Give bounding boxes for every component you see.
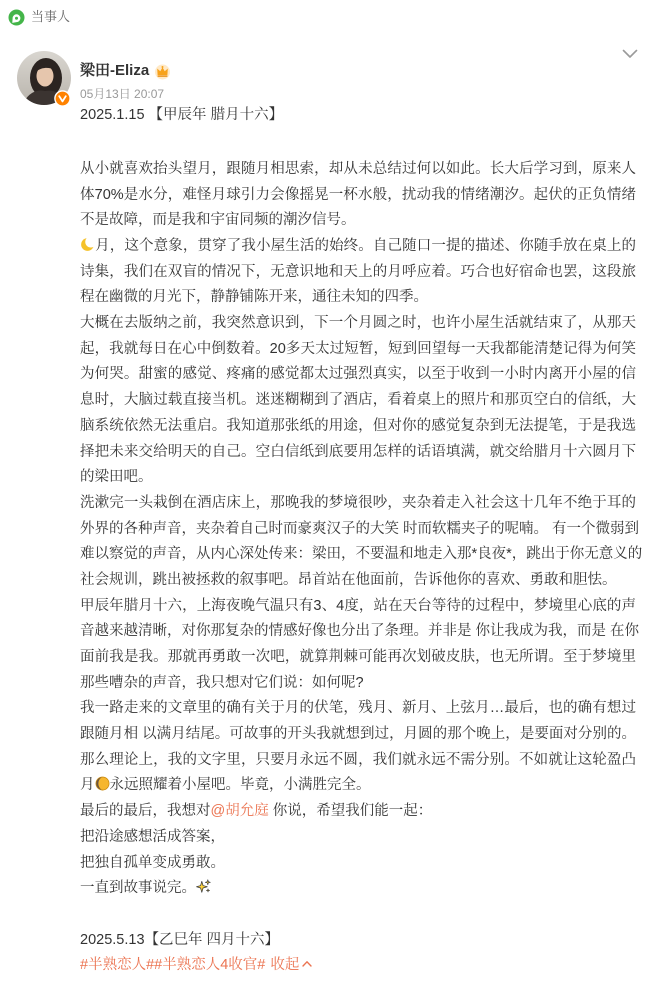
verified-badge-icon [54,90,71,107]
text-line: 诗集，我们在双盲的情况下，无意识地和天上的月呼应着。巧合也好宿命也罢，这段旅 [80,263,636,280]
text-line: 息时，大脑过载直接当机。迷迷糊糊到了酒店，看着桌上的照片和那页空白的信纸，大 [80,392,636,409]
text-line: 大概在去版纳之前，我突然意识到，下一个月圆之时，也许小屋生活就结束了，从那天 [80,315,636,332]
text-line: 体70%是水分，难怪月球引力会像摇晃一杯水般，扰动我的情绪潮汐。起伏的正负情绪 [80,186,636,203]
party-tag-label: 当事人 [31,9,71,24]
blank-line [80,902,636,928]
text-line: 洗漱完一头栽倒在酒店床上，那晚我的梦境很吵，夹杂着走入社会这十几年不绝于耳的 [80,494,636,511]
post-timestamp[interactable]: 05月13日 20:07 [80,87,165,101]
author-name[interactable]: 梁田-Eliza [80,62,150,79]
post-date-line: 2025.1.15 【甲辰年 腊月十六】 [80,107,284,123]
topics-row [80,953,636,979]
paragraph [80,491,643,594]
text-line: 难以察觉的声音，从内心深处传来：梁田，不要温和地走入那*良夜*，跳出于你无意义的 [80,546,643,563]
mention-link[interactable]: @胡允庭 [210,803,269,820]
collapse-label: 收起 [270,957,300,974]
waxing-gibbous-moon-icon [95,776,110,791]
paragraph [80,311,636,491]
paragraph [80,234,636,311]
text-segment: 一直到故事说完。 [80,880,196,897]
text-line: 从小就喜欢抬头望月，跟随月相思索，却从未总结过何以如此。长大后学习到，原来人 [80,160,636,177]
party-tag [8,8,70,26]
text-line: 起，我就每日在心中倒数着。20多天太过短暂，短到回望每一天我都能清楚记得为何笑 [80,340,637,357]
chevron-up-icon [302,960,312,967]
text-line [80,773,636,799]
text-line: 为何哭。甜蜜的感觉、疼痛的感觉都太过强烈真实，以至于收到一小时内离开小屋的信 [80,366,636,383]
blank-line [80,129,636,157]
text-line: 面前我是我。那就再勇敢一次吧，就算荆棘可能再次划破皮肤，也无所谓。至于梦境里 [80,649,636,666]
text-line: 择把未来交给明天的自己。空白信纸到底要用怎样的话语填满，就交给腊月十六圆月下 [80,443,636,460]
text-line: 音越来越清晰，对你那复杂的情感好像也分出了条理。并非是 你让我成为我，而是 在你 [80,623,640,640]
paragraph [80,799,636,902]
paragraph [80,594,640,697]
chevron-down-icon[interactable] [621,48,639,60]
text-line: 我一路走来的文章里的确有关于月的伏笔，残月、新月、上弦月…最后，也的确有想过 [80,700,636,717]
text-line: 把沿途感想活成答案， [80,828,225,845]
text-line: 甲辰年腊月十六，上海夜晚气温只有3、4度，站在天台等待的过程中，梦境里心底的声 [80,597,636,614]
post-body [80,103,643,979]
text-line [80,799,636,825]
sparkles-icon [196,879,211,894]
text-segment: 永远照耀着小屋吧。毕竟，小满胜完全。 [109,777,371,794]
hashtag-link[interactable]: #半熟恋人4收官# [154,957,266,974]
text-line: 外界的各种声音，夹杂着自己时而豪爽汉子的大笑 时而软糯夹子的呢喃。 有一个微弱到 [80,520,640,537]
text-segment: 月，这个意象，贯穿了我小屋生活的始终。自己随口一提的描述、你随手放在桌上的 [95,238,636,255]
text-line: 那些嘈杂的声音，我只想对它们说：如何呢? [80,674,364,691]
collapse-button[interactable] [270,957,312,973]
text-line [80,876,636,902]
end-date-line: 2025.5.13【乙巳年 四月十六】 [80,931,280,948]
text-line: 不是故障，而是我和宇宙同频的潮汐信号。 [80,212,356,229]
text-line: 把独自孤单变成勇敢。 [80,854,225,871]
text-line: 社会规训，跳出被拯救的叙事吧。昂首站在他面前，告诉他你的喜欢、勇敢和胆怯。 [80,571,617,588]
text-line: 程在幽微的月光下，静静铺陈开来，通往未知的四季。 [80,289,428,306]
paragraph [80,157,636,234]
author-name-row [80,61,171,81]
text-line [80,234,636,260]
paragraph [80,696,636,799]
party-badge-icon [8,9,25,26]
text-line: 那么理论上，我的文字里，只要月永远不圆，我们就永远不需分别。不如就让这轮盈凸 [80,751,636,768]
text-segment: 月 [80,777,95,794]
text-segment: 你说，希望我们能一起： [268,803,433,820]
hashtag-link[interactable]: #半熟恋人# [80,957,155,974]
text-line: 的梁田吧。 [80,469,153,486]
crown-icon [154,63,171,80]
text-line: 跟随月相 以满月结尾。可故事的开头我就想到过，月圆的那个晚上，是要面对分别的。 [80,726,636,743]
text-segment: 最后的最后，我想对 [80,803,211,820]
crescent-moon-icon [80,237,95,252]
text-line: 脑系统依然无法重启。我知道那张纸的用途，但对你的感觉复杂到无法提笔，于是我选 [80,417,636,434]
